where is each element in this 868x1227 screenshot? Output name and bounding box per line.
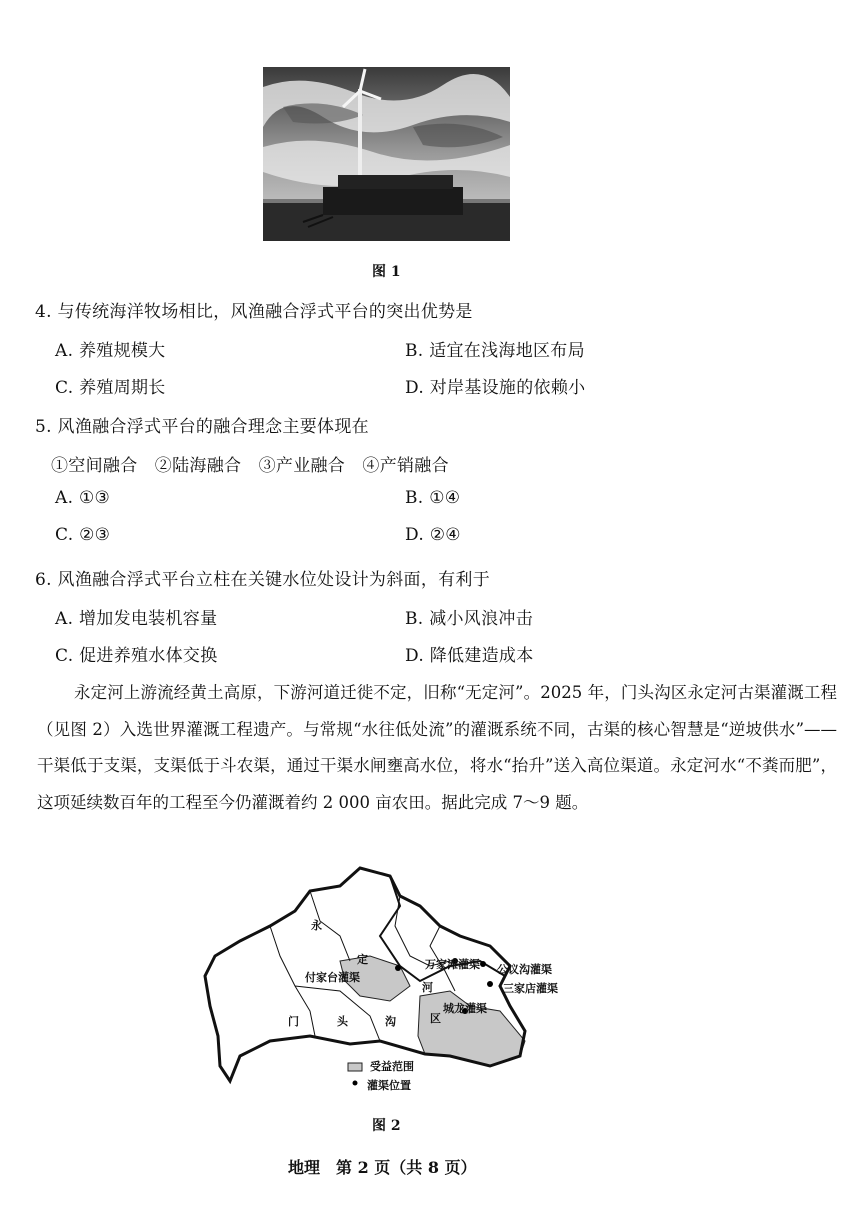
question-6-option-b: B. 减小风浪冲击 [405, 609, 533, 629]
canal-point [395, 965, 401, 971]
page-footer: 地理 第 2 页（共 8 页） [288, 1158, 477, 1177]
map-label-sanjiadian: 三家店灌渠 [503, 982, 558, 995]
question-5-option-a: A. ①③ [55, 488, 111, 508]
question-5-option-b: B. ①④ [405, 488, 461, 508]
map-label-wanjiatan: 万家滩灌渠 [425, 958, 480, 971]
question-4-option-c: C. 养殖周期长 [55, 378, 166, 398]
question-4-option-a: A. 养殖规模大 [55, 341, 166, 361]
map-label-gou: 沟 [385, 1015, 396, 1028]
figure-2-map [200, 866, 535, 1108]
passage [37, 675, 837, 821]
question-6-option-a: A. 增加发电装机容量 [55, 609, 218, 629]
canal-point [487, 981, 493, 987]
map-label-chenglong: 城龙灌渠 [443, 1002, 487, 1015]
question-5-items: ①空间融合 ②陆海融合 ③产业融合 ④产销融合 [51, 456, 449, 476]
figure-2-caption: 图 2 [372, 1118, 401, 1134]
question-5-option-c: C. ②③ [55, 525, 111, 545]
map-label-fujiatai: 付家台灌渠 [305, 971, 360, 984]
map-label-qu: 区 [430, 1012, 441, 1025]
map-label-ding: 定 [357, 953, 368, 966]
map-label-tou: 头 [337, 1015, 348, 1028]
question-5-option-d: D. ②④ [405, 525, 461, 545]
map-label-men: 门 [288, 1015, 299, 1028]
figure-1-photo [263, 67, 510, 241]
passage-text: 永定河上游流经黄土高原，下游河道迁徙不定，旧称“无定河”。2025 年，门头沟区永定河古渠灌溉工程（见图 2）入选世界灌溉工程遗产。与常规“水往低处流”的灌溉系统不同，古渠的核心智慧是“逆坡供水”——干渠低于支渠，支渠低于斗农渠，通过干渠水闸壅高水位，将水“抬升”送入高位渠道。永定河水“不粪而肥”，这项延续数百年的工程至今仍灌溉着约 2 000 亩农田。据此完成 7～9 题。 [37, 683, 837, 812]
question-4-option-b: B. 适宜在浅海地区布局 [405, 341, 585, 361]
question-6-stem: 6. 风渔融合浮式平台立柱在关键水位处设计为斜面，有利于 [35, 570, 491, 590]
question-6-option-d: D. 降低建造成本 [405, 646, 534, 666]
question-4-stem: 4. 与传统海洋牧场相比，风渔融合浮式平台的突出优势是 [35, 302, 473, 322]
legend-range-label: 受益范围 [370, 1060, 414, 1073]
question-5-stem: 5. 风渔融合浮式平台的融合理念主要体现在 [35, 417, 369, 437]
canal-point [480, 961, 486, 967]
map-label-gongsigou: 公议沟灌渠 [497, 963, 552, 976]
map-label-he: 河 [422, 981, 433, 994]
figure-1-caption: 图 1 [372, 264, 401, 280]
question-4-option-d: D. 对岸基设施的依赖小 [405, 378, 586, 398]
question-6-option-c: C. 促进养殖水体交换 [55, 646, 218, 666]
legend-location-label: 灌渠位置 [367, 1079, 411, 1092]
map-label-yong: 永 [311, 919, 322, 932]
